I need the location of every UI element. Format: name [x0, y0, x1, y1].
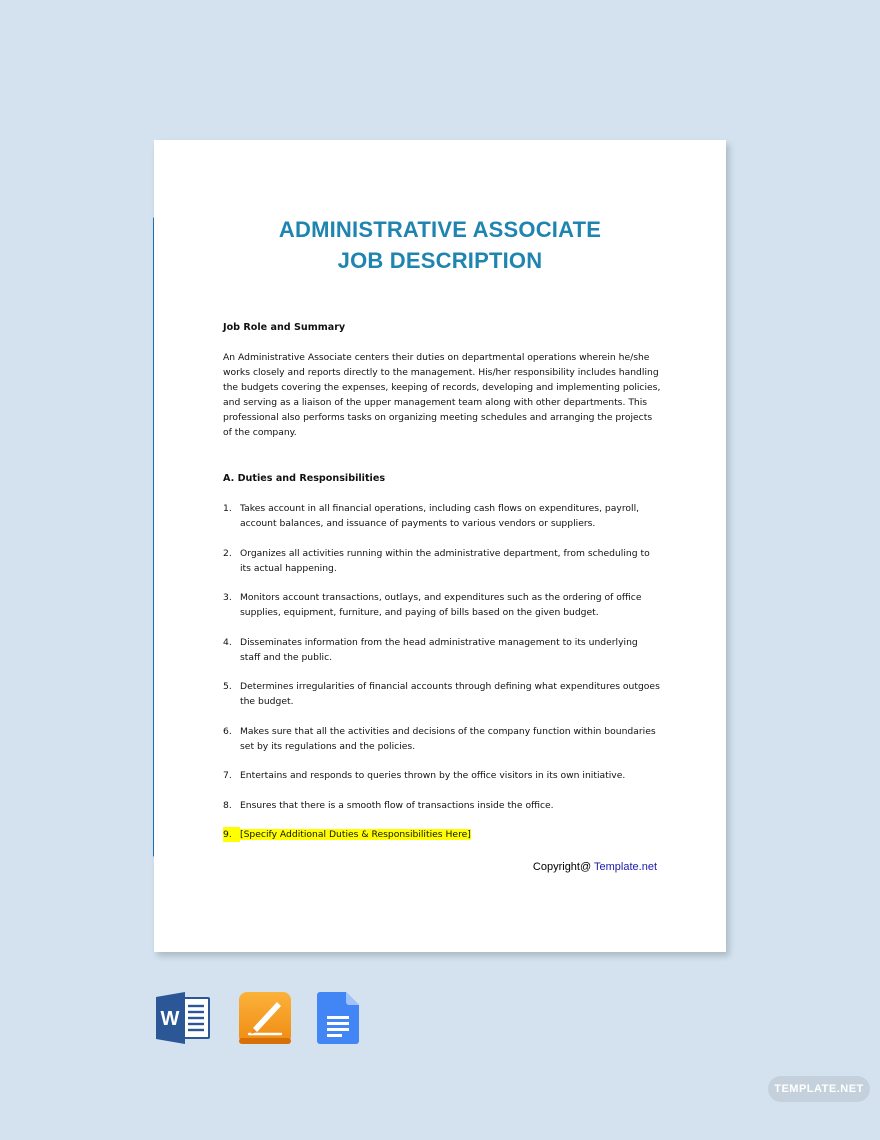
template-net-watermark: TEMPLATE.NET [768, 1076, 870, 1102]
duties-list [223, 501, 661, 842]
word-icon[interactable] [155, 992, 211, 1044]
list-item-placeholder [223, 827, 661, 842]
title-line-1: ADMINISTRATIVE ASSOCIATE [278, 217, 602, 242]
list-item-number: 9. [223, 827, 240, 842]
copyright-notice [533, 861, 657, 873]
document-title [154, 214, 726, 276]
list-item [223, 635, 661, 665]
list-item-number: 1. [223, 503, 232, 514]
list-item-number: 2. [223, 547, 232, 559]
list-item [223, 679, 661, 709]
list-item [223, 501, 661, 531]
list-item [223, 724, 661, 754]
list-item-number: 5. [223, 681, 232, 692]
template-net-link[interactable]: Template.net [594, 861, 657, 873]
list-item-text: Takes account in all financial operations, including cash flows on expenditures, payroll, account balances, and issuance of payments to various vendors or suppliers. [240, 503, 640, 529]
list-item-text: Monitors account transactions, outlays, and expenditures such as the ordering of office supplies, equipment, furniture, and paying of bills based on the given budget. [240, 592, 642, 618]
pages-icon[interactable] [239, 992, 291, 1044]
summary-paragraph: An Administrative Associate centers their duties on departmental operations wherein he/she works closely and reports directly to the management. His/her responsibility includes handling the budgets covering the expenses, keeping of records, developing and implementing policies, and serving as a liaison of the upper management team along with other departments. This professional also performs tasks on organizing meeting schedules and arranging the projects of the company. [223, 352, 661, 438]
list-item [223, 768, 661, 783]
list-item [223, 798, 661, 813]
document-page [154, 140, 726, 952]
document-body [223, 320, 661, 857]
list-item-number: 4. [223, 636, 232, 648]
copyright-prefix: Copyright@ [532, 861, 595, 873]
list-item-text [240, 827, 661, 842]
list-item [223, 546, 661, 576]
list-item-text: Entertains and responds to queries thrown by the office visitors in its own initiative. [240, 770, 626, 781]
title-line-2: JOB DESCRIPTION [337, 248, 543, 273]
list-item-number: 7. [223, 770, 232, 781]
list-item-number: 8. [223, 799, 232, 811]
section-heading-duties: A. Duties and Responsibilities [223, 473, 386, 484]
highlighted-placeholder-text: [Specify Additional Duties & Responsibilities Here] [240, 829, 471, 840]
list-item-text: Ensures that there is a smooth flow of transactions inside the office. [240, 799, 554, 811]
list-item-text: Disseminates information from the head administrative management to its underlying staff and the public. [240, 636, 638, 663]
list-item-text: Determines irregularities of financial accounts through defining what expenditures outgoes the budget. [240, 681, 660, 707]
list-item-number: 6. [223, 725, 232, 737]
section-heading-job-role: Job Role and Summary [223, 322, 346, 333]
list-item-text: Organizes all activities running within the administrative department, from scheduling to its actual happening. [240, 547, 650, 574]
google-docs-icon[interactable] [317, 992, 359, 1044]
list-item-text: Makes sure that all the activities and decisions of the company function within boundaries set by its regulations and the policies. [240, 725, 656, 752]
svg-text:W: W [160, 1008, 180, 1030]
list-item-number: 3. [223, 592, 232, 603]
list-item [223, 590, 661, 620]
